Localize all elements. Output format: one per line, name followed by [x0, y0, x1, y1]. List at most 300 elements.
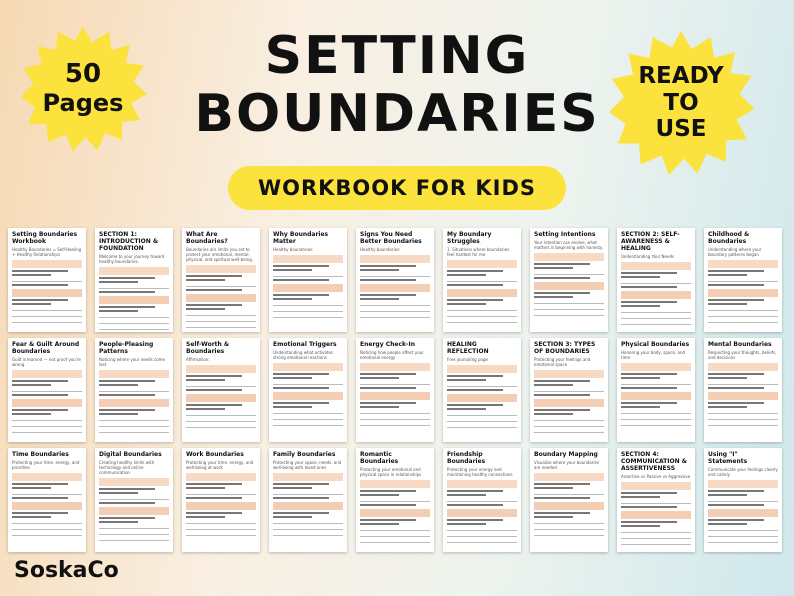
page-preview-subtitle: Protecting your space, needs, and well-being with loved ones [273, 459, 342, 470]
pages-count: 50 [64, 59, 102, 90]
page-preview-subtitle: Communicate your feelings clearly and calmly [708, 466, 778, 477]
page-preview-line [621, 262, 691, 270]
page-preview-line [186, 512, 242, 514]
page-preview-line [360, 384, 430, 385]
page-preview-card [617, 448, 695, 552]
page-preview-line [621, 291, 691, 299]
page-preview-line [621, 503, 691, 504]
page-preview-line [708, 425, 778, 426]
page-preview-title: Mental Boundaries [708, 341, 772, 348]
page-preview-line [99, 534, 169, 535]
page-preview-line [708, 322, 778, 323]
page-preview-line [186, 483, 242, 485]
page-preview-line [708, 270, 764, 272]
page-preview-title: SECTION 4: COMMUNICATION & ASSERTIVENESS [621, 451, 687, 472]
page-preview-line [534, 494, 604, 495]
page-preview-line [273, 425, 343, 426]
page-preview-subtitle: Creating healthy limits with technology and online communication [99, 459, 155, 475]
page-preview-line [360, 377, 399, 379]
page-preview-line [708, 392, 778, 400]
page-preview-line [708, 501, 778, 502]
page-preview-line [360, 509, 430, 517]
page-preview-line [621, 384, 691, 385]
page-preview-line [186, 404, 242, 406]
page-preview-subtitle: Boundaries are limits you set to protect your emotional, mental, physical, and spiritual well-being. [186, 246, 254, 262]
page-preview-line [708, 530, 778, 531]
page-preview-line [186, 327, 256, 328]
page-preview-line [360, 480, 430, 488]
page-preview-subtitle: Understanding Your Needs [621, 253, 675, 259]
page-preview-line [534, 315, 604, 316]
page-preview-line [12, 322, 82, 323]
page-preview-line [534, 253, 604, 261]
page-preview-line [186, 275, 242, 277]
page-preview-line [99, 540, 169, 541]
page-preview-line [99, 288, 169, 289]
page-preview-line [273, 535, 343, 536]
page-preview-line [360, 392, 430, 400]
page-preview-line [273, 317, 343, 318]
page-preview-line [534, 394, 590, 396]
page-preview-line [621, 276, 660, 278]
page-preview-line [360, 494, 399, 496]
page-preview-card [530, 338, 608, 442]
page-preview-line [621, 544, 691, 545]
page-preview-title: Self-Worth & Boundaries [186, 341, 230, 355]
page-preview-line [621, 506, 677, 508]
page-preview-line [360, 284, 430, 292]
page-preview-line [186, 265, 256, 273]
page-preview-line [447, 509, 517, 517]
page-preview-line [12, 497, 68, 499]
page-preview-line [360, 536, 430, 537]
page-preview-line [186, 394, 256, 402]
page-preview-title: Digital Boundaries [99, 451, 162, 458]
page-preview-title: My Boundary Struggles [447, 231, 492, 245]
page-preview-line [99, 432, 169, 433]
page-preview-line [273, 305, 343, 306]
ready-to-use-label: READY TO USE [638, 63, 724, 143]
page-preview-subtitle: Protecting your energy and maintaining healthy connections [447, 466, 513, 477]
page-preview-line [708, 406, 747, 408]
page-preview-card [95, 338, 173, 442]
page-preview-card [8, 448, 86, 552]
page-preview-line [708, 274, 747, 276]
page-preview-line [708, 260, 778, 268]
page-preview-title: Physical Boundaries [621, 341, 690, 348]
page-preview-card [704, 448, 782, 552]
page-preview-line [534, 512, 590, 514]
page-preview-line [621, 363, 691, 371]
page-preview-line [708, 303, 747, 305]
page-preview-line [99, 317, 169, 318]
page-preview-line [99, 478, 169, 486]
page-preview-line [273, 269, 312, 271]
page-preview-subtitle: Protecting your time, energy, and well-being at work [186, 459, 254, 470]
page-preview-line [186, 516, 225, 518]
page-preview-card [269, 228, 347, 332]
page-preview-line [447, 322, 517, 323]
page-preview-line [360, 519, 416, 521]
page-preview-line [360, 255, 430, 263]
page-preview-line [360, 279, 416, 281]
page-preview-card [704, 338, 782, 442]
page-preview-card [530, 228, 608, 332]
page-preview-line [447, 375, 503, 377]
page-preview-line [99, 399, 169, 407]
page-preview-line [708, 387, 764, 389]
page-preview-line [273, 402, 329, 404]
page-preview-line [447, 389, 503, 391]
page-preview-line [621, 425, 691, 426]
page-preview-line [273, 387, 329, 389]
page-preview-line [12, 432, 82, 433]
page-preview-line [12, 494, 82, 495]
page-preview-card [443, 228, 521, 332]
page-preview-title: SECTION 2: SELF-AWARENESS & HEALING [621, 231, 680, 252]
page-preview-title: People-Pleasing Patterns [99, 341, 154, 355]
page-preview-line [273, 419, 343, 420]
page-preview-line [273, 523, 343, 524]
page-preview-line [447, 260, 517, 268]
page-preview-line [186, 415, 256, 416]
page-preview-card [617, 228, 695, 332]
page-preview-line [12, 281, 82, 282]
page-preview-line [708, 494, 747, 496]
page-preview-line [99, 528, 169, 529]
page-preview-line [12, 394, 68, 396]
page-preview-line [708, 509, 778, 517]
page-preview-line [360, 402, 416, 404]
page-preview-line [186, 427, 256, 428]
title-line-1: SETTING [264, 26, 530, 86]
page-preview-line [621, 521, 677, 523]
page-preview-subtitle: Noticing where your needs come last [99, 356, 165, 367]
page-preview-subtitle: Honoring your body, space, and time [621, 349, 686, 360]
page-preview-line [621, 312, 691, 313]
page-preview-line [621, 419, 691, 420]
page-preview-line [534, 529, 604, 530]
page-preview-line [273, 512, 329, 514]
page-preview-line [12, 399, 82, 407]
page-preview-title: Using "I" Statements [708, 451, 748, 465]
page-preview-line [99, 291, 155, 293]
page-preview-line [621, 492, 677, 494]
page-preview-line [99, 521, 138, 523]
page-preview-line [12, 535, 82, 536]
page-preview-line [447, 404, 503, 406]
page-preview-line [186, 386, 256, 387]
page-preview-line [708, 490, 764, 492]
page-preview-line [621, 324, 691, 325]
page-preview-line [12, 420, 82, 421]
page-preview-subtitle: Your intention can evolve, what matters is beginning with honesty. [534, 239, 604, 250]
page-preview-line [534, 473, 604, 481]
page-preview-title: Family Boundaries [273, 451, 336, 458]
page-preview-line [186, 375, 242, 377]
page-preview-line [360, 317, 430, 318]
page-preview-line [99, 380, 155, 382]
page-preview-line [186, 308, 225, 310]
page-preview-line [12, 316, 82, 317]
page-preview-line [621, 538, 691, 539]
page-preview-line [360, 276, 430, 277]
page-preview-line [360, 501, 430, 502]
page-preview-line [99, 391, 169, 392]
page-preview-line [447, 536, 517, 537]
page-preview-line [273, 384, 343, 385]
page-preview-line [534, 380, 590, 382]
page-preview-line [621, 301, 677, 303]
page-preview-line [273, 516, 312, 518]
title-line-2: BOUNDARIES [194, 84, 600, 144]
page-preview-line [12, 523, 82, 524]
page-preview-line [447, 303, 486, 305]
page-preview-line [534, 497, 590, 499]
page-preview-line [186, 379, 225, 381]
page-preview-line [273, 373, 329, 375]
page-preview-line [273, 473, 343, 481]
page-preview-subtitle: Noticing how people affect your emotional energy [360, 349, 424, 360]
page-preview-line [12, 270, 68, 272]
page-preview-line [12, 529, 82, 530]
page-preview-subtitle: Welcome to your journey toward healthy boundaries. [99, 253, 165, 264]
page-preview-line [447, 523, 486, 525]
page-preview-line [99, 517, 155, 519]
page-preview-line [621, 525, 660, 527]
page-preview-card [617, 338, 695, 442]
page-preview-line [447, 281, 517, 282]
page-preview-line [186, 315, 256, 316]
page-preview-subtitle: Visualize where your boundaries are needed [534, 459, 600, 470]
page-preview-line [99, 507, 169, 515]
page-preview-title: Emotional Triggers [273, 341, 337, 348]
page-preview-line [273, 265, 329, 267]
page-preview-line [12, 473, 82, 481]
page-preview-line [273, 377, 312, 379]
page-preview-line [708, 480, 778, 488]
page-preview-line [360, 504, 416, 506]
page-preview-line [12, 289, 82, 297]
page-preview-title: Romantic Boundaries [360, 451, 399, 465]
page-preview-line [12, 483, 68, 485]
page-preview-title: Signs You Need Better Boundaries [360, 231, 422, 245]
page-preview-subtitle: Guilt is learned — not proof you're wrong [12, 356, 81, 367]
page-preview-line [99, 370, 169, 378]
page-preview-line [708, 536, 778, 537]
page-preview-line [273, 413, 343, 414]
page-preview-title: HEALING REFLECTION [447, 341, 489, 355]
page-preview-line [621, 387, 677, 389]
page-preview-card [8, 228, 86, 332]
page-preview-line [447, 289, 517, 297]
page-preview-subtitle: Protecting your emotional and physical space in relationships [360, 466, 422, 477]
page-preview-card [95, 228, 173, 332]
page-preview-line [621, 272, 677, 274]
page-preview-line [447, 394, 517, 402]
page-preview-line [273, 497, 329, 499]
page-preview-card [443, 338, 521, 442]
page-preview-subtitle: Protecting your time, energy, and priorities [12, 459, 80, 470]
page-preview-line [186, 535, 256, 536]
page-preview-line [12, 384, 51, 386]
page-preview-subtitle: 1. Situations where boundaries feel hardest for me [447, 246, 510, 257]
page-preview-line [534, 413, 573, 415]
page-preview-line [186, 497, 242, 499]
page-preview-line [186, 494, 256, 495]
page-preview-card [356, 228, 434, 332]
page-preview-line [621, 413, 691, 414]
page-preview-line [708, 504, 764, 506]
page-preview-line [186, 473, 256, 481]
page-preview-line [534, 267, 573, 269]
page-preview-line [99, 394, 155, 396]
page-preview-card [269, 448, 347, 552]
page-preview-line [12, 303, 51, 305]
page-preview-line [186, 408, 225, 410]
page-preview-line [708, 402, 764, 404]
page-preview-line [534, 399, 604, 407]
page-preview-line [534, 384, 573, 386]
page-preview-line [534, 420, 604, 421]
page-preview-line [99, 499, 169, 500]
page-preview-subtitle: Healthy Boundaries = Self-Healing + Healthy Relationships [12, 246, 82, 257]
page-preview-line [273, 406, 312, 408]
page-preview-line [621, 482, 691, 490]
page-preview-line [621, 283, 691, 284]
page-preview-card [443, 448, 521, 552]
page-preview-title: Time Boundaries [12, 451, 69, 458]
page-preview-line [447, 542, 517, 543]
page-preview-line [534, 487, 573, 489]
page-preview-line [621, 377, 660, 379]
page-preview-line [12, 299, 68, 301]
page-preview-line [534, 296, 573, 298]
page-preview-line [534, 292, 590, 294]
page-preview-line [360, 387, 416, 389]
page-preview-card [95, 448, 173, 552]
page-preview-line [447, 408, 486, 410]
page-preview-line [186, 502, 256, 510]
page-preview-line [534, 309, 604, 310]
page-preview-line [447, 519, 503, 521]
page-preview-line [621, 392, 691, 400]
page-preview-line [621, 532, 691, 533]
page-preview-subtitle: Understanding what activates strong emotional reactions [273, 349, 334, 360]
page-preview-title: Friendship Boundaries [447, 451, 486, 465]
page-preview-line [360, 305, 430, 306]
page-preview-line [447, 365, 517, 373]
page-preview-line [186, 321, 256, 322]
page-preview-line [99, 488, 155, 490]
page-preview-line [12, 516, 51, 518]
page-preview-subtitle: Healthy boundaries: [360, 246, 401, 252]
page-preview-line [621, 305, 660, 307]
page-preview-line [186, 421, 256, 422]
page-preview-line [12, 260, 82, 268]
page-preview-line [12, 391, 82, 392]
page-preview-card [356, 338, 434, 442]
page-preview-line [534, 516, 573, 518]
page-preview-line [360, 419, 430, 420]
page-preview-line [273, 487, 312, 489]
page-preview-line [12, 310, 82, 311]
page-preview-title: Fear & Guilt Around Boundaries [12, 341, 80, 355]
page-preview-card [356, 448, 434, 552]
page-preview-line [534, 523, 604, 524]
page-preview-line [186, 286, 256, 287]
page-preview-line [360, 542, 430, 543]
page-preview-line [99, 426, 169, 427]
page-preview-line [534, 502, 604, 510]
page-preview-line [99, 267, 169, 275]
page-preview-title: SECTION 1: INTRODUCTION & FOUNDATION [99, 231, 159, 252]
page-preview-line [708, 363, 778, 371]
page-preview-line [708, 419, 778, 420]
page-preview-line [708, 519, 764, 521]
page-preview-line [360, 294, 416, 296]
page-preview-line [621, 318, 691, 319]
page-preview-line [447, 284, 503, 286]
page-preview-line [360, 265, 416, 267]
page-preview-line [273, 279, 329, 281]
subtitle-banner: WORKBOOK FOR KIDS [228, 166, 566, 210]
page-preview-line [621, 406, 660, 408]
page-preview-line [12, 409, 68, 411]
page-preview-line [12, 370, 82, 378]
page-preview-line [273, 276, 343, 277]
page-preview-line [447, 379, 486, 381]
page-preview-subtitle: Free journaling page [447, 356, 488, 362]
page-preview-line [708, 377, 747, 379]
page-preview-line [447, 530, 517, 531]
page-preview-line [99, 502, 155, 504]
page-preview-line [186, 289, 242, 291]
page-preview-line [273, 529, 343, 530]
page-preview-line [534, 263, 590, 265]
page-preview-line [534, 535, 604, 536]
page-preview-line [708, 384, 778, 385]
page-preview-line [447, 494, 486, 496]
page-preview-line [708, 523, 747, 525]
page-preview-line [360, 530, 430, 531]
page-preview-line [99, 329, 169, 330]
page-preview-line [534, 426, 604, 427]
page-preview-line [186, 304, 242, 306]
page-preview-card [8, 338, 86, 442]
page-preview-title: SECTION 3: TYPES OF BOUNDARIES [534, 341, 596, 355]
page-preview-line [186, 523, 256, 524]
page-preview-line [447, 480, 517, 488]
page-preview-title: Energy Check-In [360, 341, 415, 348]
page-preview-line [447, 316, 517, 317]
page-preview-line [708, 413, 778, 414]
page-preview-line [708, 289, 778, 297]
page-preview-card [269, 338, 347, 442]
page-preview-line [360, 413, 430, 414]
page-preview-line [99, 323, 169, 324]
page-preview-card [182, 228, 260, 332]
page-preview-title: Setting Boundaries Workbook [12, 231, 78, 245]
page-preview-line [447, 270, 503, 272]
page-preview-line [360, 406, 399, 408]
page-preview-line [708, 281, 778, 282]
page-preview-line [273, 284, 343, 292]
page-preview-line [447, 504, 503, 506]
page-preview-line [447, 490, 503, 492]
page-preview-line [447, 386, 517, 387]
page-preview-line [534, 303, 604, 304]
